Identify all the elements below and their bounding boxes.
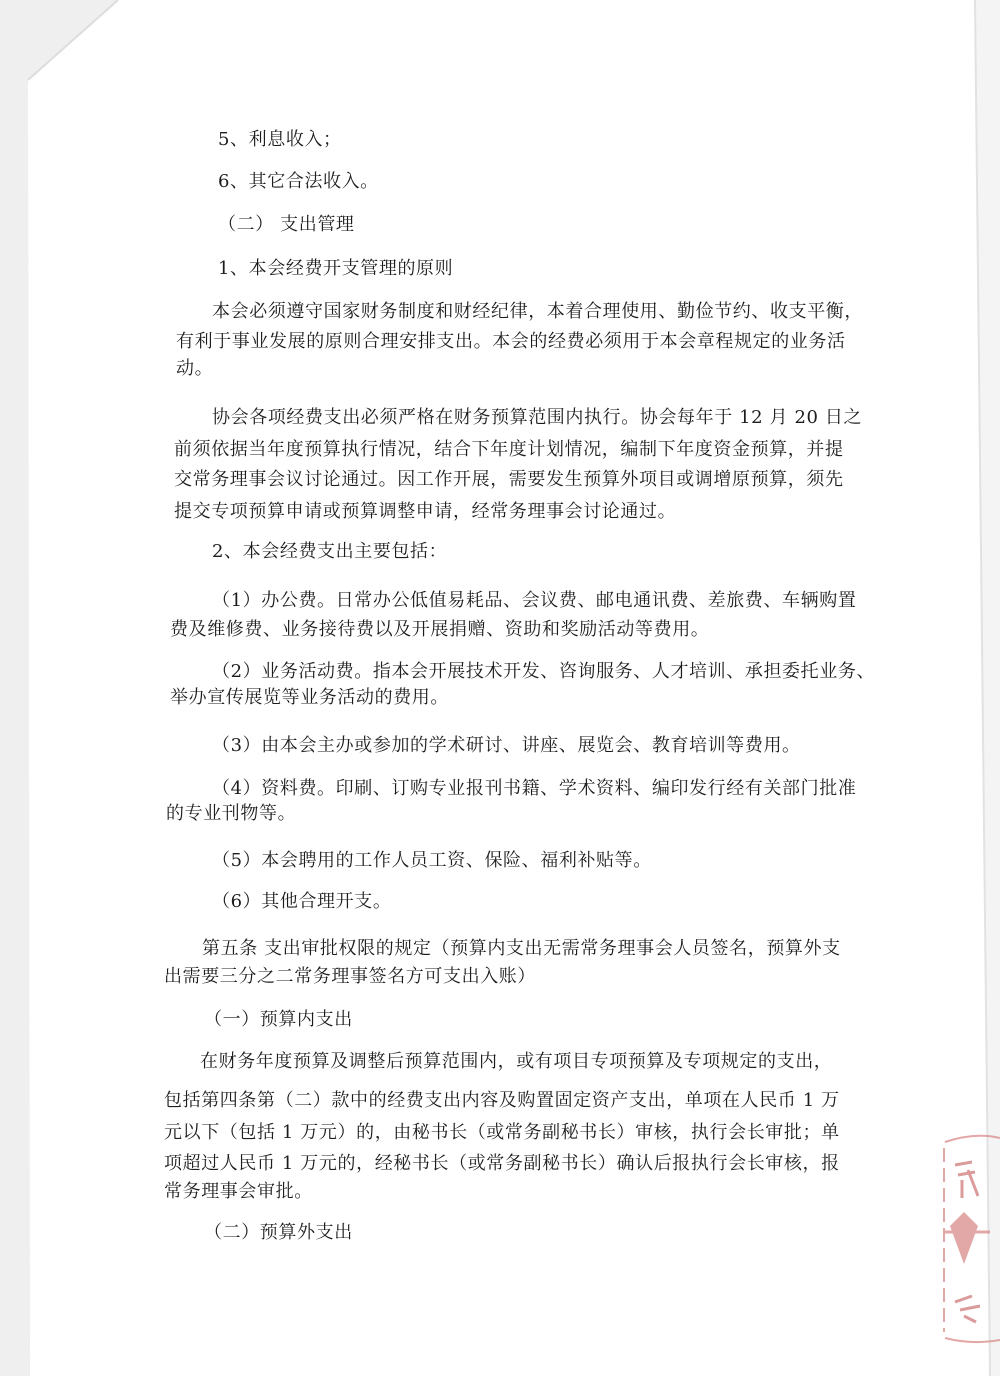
text-line: 的专业刊物等。 — [166, 803, 297, 824]
text-line: 协会各项经费支出必须严格在财务预算范围内执行。协会每年于 12 月 20 日之 — [212, 407, 863, 428]
subsection-heading: （二）预算外支出 — [204, 1222, 353, 1243]
list-item: （6）其他合理开支。 — [212, 891, 392, 912]
text-line: 本会必须遵守国家财务制度和财经纪律，本着合理使用、勤俭节约、收支平衡， — [212, 301, 863, 322]
text-line: 出需要三分之二常务理事签名方可支出入账） — [164, 966, 536, 987]
text-line: 提交专项预算申请或预算调整申请，经常务理事会讨论通过。 — [174, 501, 677, 522]
text-line: 包括第四条第（二）款中的经费支出内容及购置固定资产支出，单项在人民币 1 万 — [164, 1090, 840, 1111]
text-line: 举办宣传展览等业务活动的费用。 — [170, 687, 449, 708]
subsection-heading: 2、本会经费支出主要包括： — [212, 541, 448, 562]
list-item: （4）资料费。印刷、订购专业报刊书籍、学术资料、编印发行经有关部门批准 — [212, 778, 857, 799]
section-heading: （二） 支出管理 — [218, 214, 355, 235]
subsection-heading: 1、本会经费开支管理的原则 — [218, 258, 454, 279]
text-line: 在财务年度预算及调整后预算范围内，或有项目专项预算及专项规定的支出， — [200, 1051, 833, 1072]
text-line: 元以下（包括 1 万元）的，由秘书长（或常务副秘书长）审核，执行会长审批；单 — [164, 1122, 840, 1143]
text-line: 前须依据当年度预算执行情况，结合下年度计划情况，编制下年度资金预算，并提 — [174, 439, 844, 460]
text-line: 项超过人民币 1 万元的，经秘书长（或常务副秘书长）确认后报执行会长审核，报 — [164, 1153, 840, 1174]
list-item: （3）由本会主办或参加的学术研讨、讲座、展览会、教育培训等费用。 — [212, 735, 801, 756]
text-line: 5、利息收入； — [218, 129, 342, 150]
text-line: 有利于事业发展的原则合理安排支出。本会的经费必须用于本会章程规定的业务活 — [176, 331, 846, 352]
list-item: （1）办公费。日常办公低值易耗品、会议费、邮电通讯费、差旅费、车辆购置 — [212, 590, 857, 611]
text-line: 常务理事会审批。 — [164, 1181, 313, 1202]
article-heading: 第五条 支出审批权限的规定（预算内支出无需常务理事会人员签名，预算外支 — [202, 938, 841, 959]
subsection-heading: （一）预算内支出 — [204, 1009, 353, 1030]
text-line: 交常务理事会议讨论通过。因工作开展，需要发生预算外项目或调增原预算，须先 — [174, 469, 844, 490]
text-line: 动。 — [176, 358, 214, 379]
text-line: 费及维修费、业务接待费以及开展捐赠、资助和奖励活动等费用。 — [170, 619, 710, 640]
list-item: （2）业务活动费。指本会开展技术开发、咨询服务、人才培训、承担委托业务、 — [212, 661, 876, 682]
text-line: 6、其它合法收入。 — [218, 171, 379, 192]
list-item: （5）本会聘用的工作人员工资、保险、福利补贴等。 — [212, 850, 652, 871]
